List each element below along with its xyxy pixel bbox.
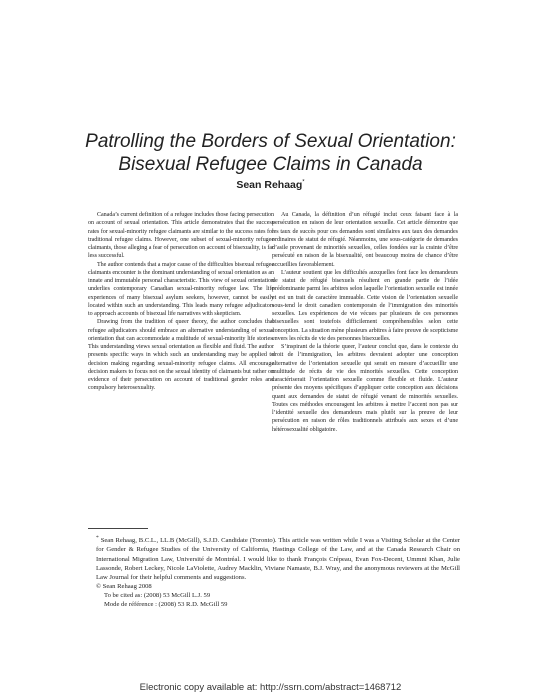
footnote-mark: * [96, 535, 99, 541]
abstract-fr-paragraph: Au Canada, la définition d’un réfugié inclut ceux faisant face à la persécution en raison de leur orientation sexuelle. Cet article démontre que les taux de succès pour ces demandes sont similaires aux taux des demandes ordinaires de statut de réfugié. Néanmoins, une sous-catégorie de demandes d’asile provenant de minorités sexuelles, celles fondées sur la crainte d’être persécuté en raison de la bisexualité, ont beaucoup moins de chance d’être accueillies favorablement. [272, 212, 458, 268]
abstract-english [88, 211, 274, 393]
citation-french: Mode de référence : (2008) 53 R.D. McGill 59 [104, 601, 228, 609]
title-line-2: Bisexual Refugee Claims in Canada [118, 154, 423, 175]
author-footnote [88, 534, 460, 609]
abstract-en-paragraph: The author contends that a major cause of the difficulties bisexual refugee claimants encounter is the dominant understanding of sexual orientation as an innate and immutable personal characteristic. This view of sexual orientation underlies contemporary Canadian sexual-minority refugee law. The life experiences of many bisexual asylum seekers, however, cannot be easily located within such an understanding. This leads many refugee adjudicators to approach accounts of bisexual life narratives with skepticism. [88, 261, 274, 317]
abstract-en-paragraph: Drawing from the tradition of queer theory, the author concludes that refugee adjudicators should embrace an alternative understanding of sexual orientation that can accommodate a multitude of sexual-minority life stories. This understanding views sexual orientation as flexible and fluid. The author presents specific ways in which such an understanding may be applied to decision making regarding sexual-minority refugee claims. All encourage decision makers to focus not on the sexual identity of claimants but rather on evidence of their persecution on account of traditional gender roles and compulsory heterosexuality. [88, 319, 274, 392]
footnote-divider [88, 528, 148, 529]
abstract-french [272, 211, 458, 434]
copyright-line: © Sean Rehaag 2008 [96, 582, 152, 590]
author-name: Sean Rehaag [236, 179, 303, 191]
abstract-fr-paragraph: L’auteur soutient que les difficultés auxquelles font face les demandeurs de statut de réfugié bisexuels résultent en grande partie de l’idée prédominante parmi les arbitres selon laquelle l’orientation sexuelle est innée et est un trait de caractère immuable. Cette vision de l’orientation sexuelle sous-tend le droit canadien contemporain de l’immigration des minorités sexuelles. Les expériences de vie vécues par plusieurs de ces personnes bisexuelles sont toutefois difficilement compréhensibles selon cette conception. La situation mène plusieurs arbitres à faire preuve de scepticisme envers les récits de vie des personnes bisexuelles. [272, 269, 458, 342]
title-line-1: Patrolling the Borders of Sexual Orientation: [85, 131, 456, 152]
citation-english: To be cited as: (2008) 53 McGill L.J. 59 [104, 592, 211, 600]
ssrn-availability-link[interactable]: Electronic copy available at: http://ssrn.com/abstract=1468712 [139, 682, 402, 693]
article-title [0, 130, 541, 176]
author-byline [0, 179, 541, 191]
abstract-fr-paragraph: S’inspirant de la théorie queer, l’auteur conclut que, dans le contexte du droit de l’immigration, les arbitres devraient adopter une conception alternative de l’orientation sexuelle qui serait en mesure d’accueillir une multitude de récits de vie des minorités sexuelles. Cette conception caractériserait l’orientation sexuelle comme flexible et fluide. L’auteur présente des moyens spécifiques d’appliquer cette conception aux décisions quant aux demandes de statut de réfugié venant de minorités sexuelles. Toutes ces méthodes encouragent les arbitres à mettre l’accent non pas sur l’identité sexuelle des demandeurs mais plutôt sur la preuve de leur persécution en raison de rôles traditionnels attribués aux sexes et d’une hétérosexualité obligatoire. [272, 344, 458, 433]
author-footnote-mark: * [302, 179, 305, 186]
abstract-en-paragraph: Canada’s current definition of a refugee includes those facing persecution on account of sexual orientation. This article demonstrates that the success rates for sexual-minority refugee claimants are similar to the success rates for traditional refugee claims. However, one subset of sexual-minority refugee claimants, those alleging a fear of persecution on account of bisexuality, is far less successful. [88, 212, 274, 260]
footnote-text: Sean Rehaag, B.C.L., LL.B (McGill), S.J.D. Candidate (Toronto). This article was written while I was a Visiting Scholar at the Center for Gender & Refugee Studies of the University of California, Hastings College of the Law, and at the Canada Research Chair on International Migration Law, Université de Montréal. I would like to thank François Crépeau, Evan Fox-Decent, Ummni Khan, Julie Lassonde, Robert Leckey, Nicole LaViolette, Audrey Macklin, Viviane Namaste, B.J. Wray, and the anonymous reviewers at the McGill Law Journal for their helpful comments and suggestions. [96, 537, 460, 581]
